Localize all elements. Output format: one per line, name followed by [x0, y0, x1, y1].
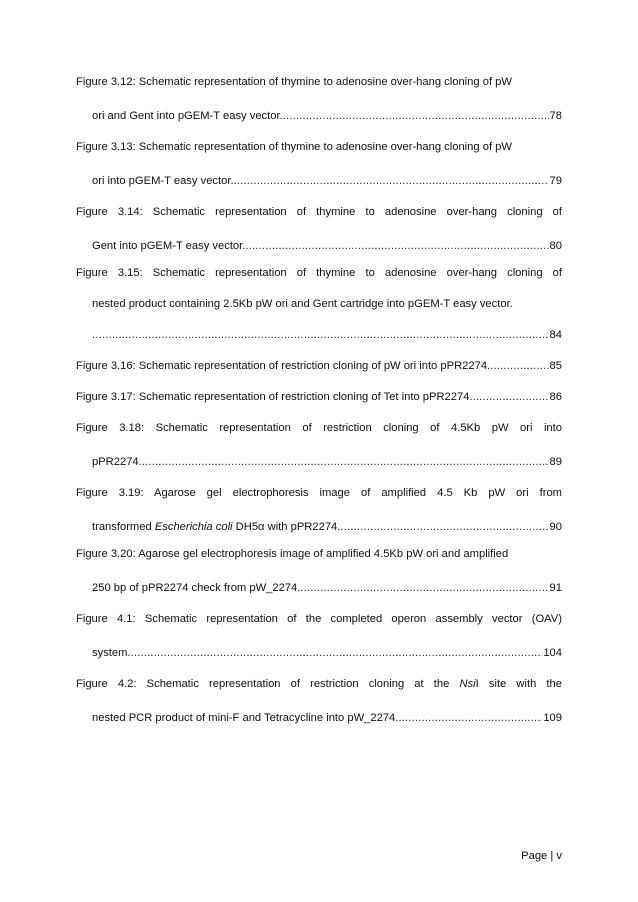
entry-title-continued: ori and Gent into pGEM-T easy vector.	[92, 110, 283, 122]
entry-continuation	[92, 520, 562, 534]
page-number: 90	[549, 521, 562, 533]
page-number: 91	[549, 582, 562, 594]
dot-leader	[92, 328, 549, 342]
entry-title-line: Figure 3.20: Agarose gel electrophoresis image of amplified 4.5Kb pW ori and amplified	[76, 548, 509, 560]
entry-title-line: Figure 3.16: Schematic representation of restriction cloning of pW ori into pPR2274.	[76, 360, 491, 372]
organism-name: Escherichia coli	[154, 521, 233, 533]
entry-continuation	[92, 328, 562, 342]
entry-continuation	[92, 455, 562, 469]
entry-continuation	[92, 711, 562, 725]
entry-title-line: Figure 3.14: Schematic representation of thymine to adenosine over-hang cloning of	[76, 206, 562, 218]
page-number: 85	[549, 360, 562, 372]
entry-continuation	[92, 109, 562, 123]
dot-leader	[245, 239, 548, 253]
page-number: 84	[549, 329, 562, 341]
dot-leader	[234, 174, 549, 188]
page-footer: Page | v	[521, 850, 562, 862]
entry-single-line	[76, 390, 562, 404]
entry-title-continued: pPR2274.	[92, 456, 142, 468]
entry-title-line: Figure 3.18: Schematic representation of restriction cloning of 4.5Kb pW ori into	[76, 422, 562, 434]
entry-title-line: Figure 3.12: Schematic representation of thymine to adenosine over-hang cloning of pW	[76, 76, 512, 88]
entry-title-continued: Gent into pGEM-T easy vector.	[92, 240, 246, 252]
entry-title-line: Figure 3.19: Agarose gel electrophoresis image of amplified 4.5 Kb pW ori from	[76, 487, 562, 499]
page-number: 78	[549, 110, 562, 122]
entry-continuation	[92, 646, 562, 660]
dot-leader	[131, 646, 543, 660]
entry-title-line: Figure 4.2: Schematic representation of restriction cloning at the NsiI site with the	[76, 678, 562, 690]
entry-title-continued: nested product containing 2.5Kb pW ori and Gent cartridge into pGEM-T easy vector.	[92, 298, 513, 310]
entry-title-line: Figure 3.17: Schematic representation of restriction cloning of Tet into pPR2274.	[76, 391, 473, 403]
page-number: 104	[543, 647, 562, 659]
page-number: 80	[549, 240, 562, 252]
entry-single-line	[76, 359, 562, 373]
dot-leader	[490, 359, 548, 373]
entry-title-line: Figure 3.13: Schematic representation of thymine to adenosine over-hang cloning of pW	[76, 141, 512, 153]
entry-title-continued: system.	[92, 647, 131, 659]
entry-title-continued: ori into pGEM-T easy vector.	[92, 175, 234, 187]
dot-leader	[473, 390, 549, 404]
entry-title-continued: transformed Escherichia coli DH5α with pPR2274.	[92, 521, 341, 533]
dot-leader	[340, 520, 548, 534]
page-number: 86	[549, 391, 562, 403]
page-number: 79	[549, 175, 562, 187]
page-number: 89	[549, 456, 562, 468]
page-number: 109	[543, 712, 562, 724]
dot-leader	[300, 581, 548, 595]
entry-title-continued: 250 bp of pPR2274 check from pW_2274.	[92, 582, 301, 594]
dot-leader	[398, 711, 542, 725]
entry-title-continued: nested PCR product of mini-F and Tetracycline into pW_2274.	[92, 712, 399, 724]
entry-continuation	[92, 239, 562, 253]
entry-continuation	[92, 174, 562, 188]
enzyme-name: Nsi	[459, 678, 476, 690]
dot-leader	[283, 109, 549, 123]
entry-continuation	[92, 581, 562, 595]
entry-title-line: Figure 3.15: Schematic representation of thymine to adenosine over-hang cloning of	[76, 267, 562, 279]
dot-leader	[142, 455, 549, 469]
entry-title-line: Figure 4.1: Schematic representation of the completed operon assembly vector (OAV)	[76, 613, 562, 625]
